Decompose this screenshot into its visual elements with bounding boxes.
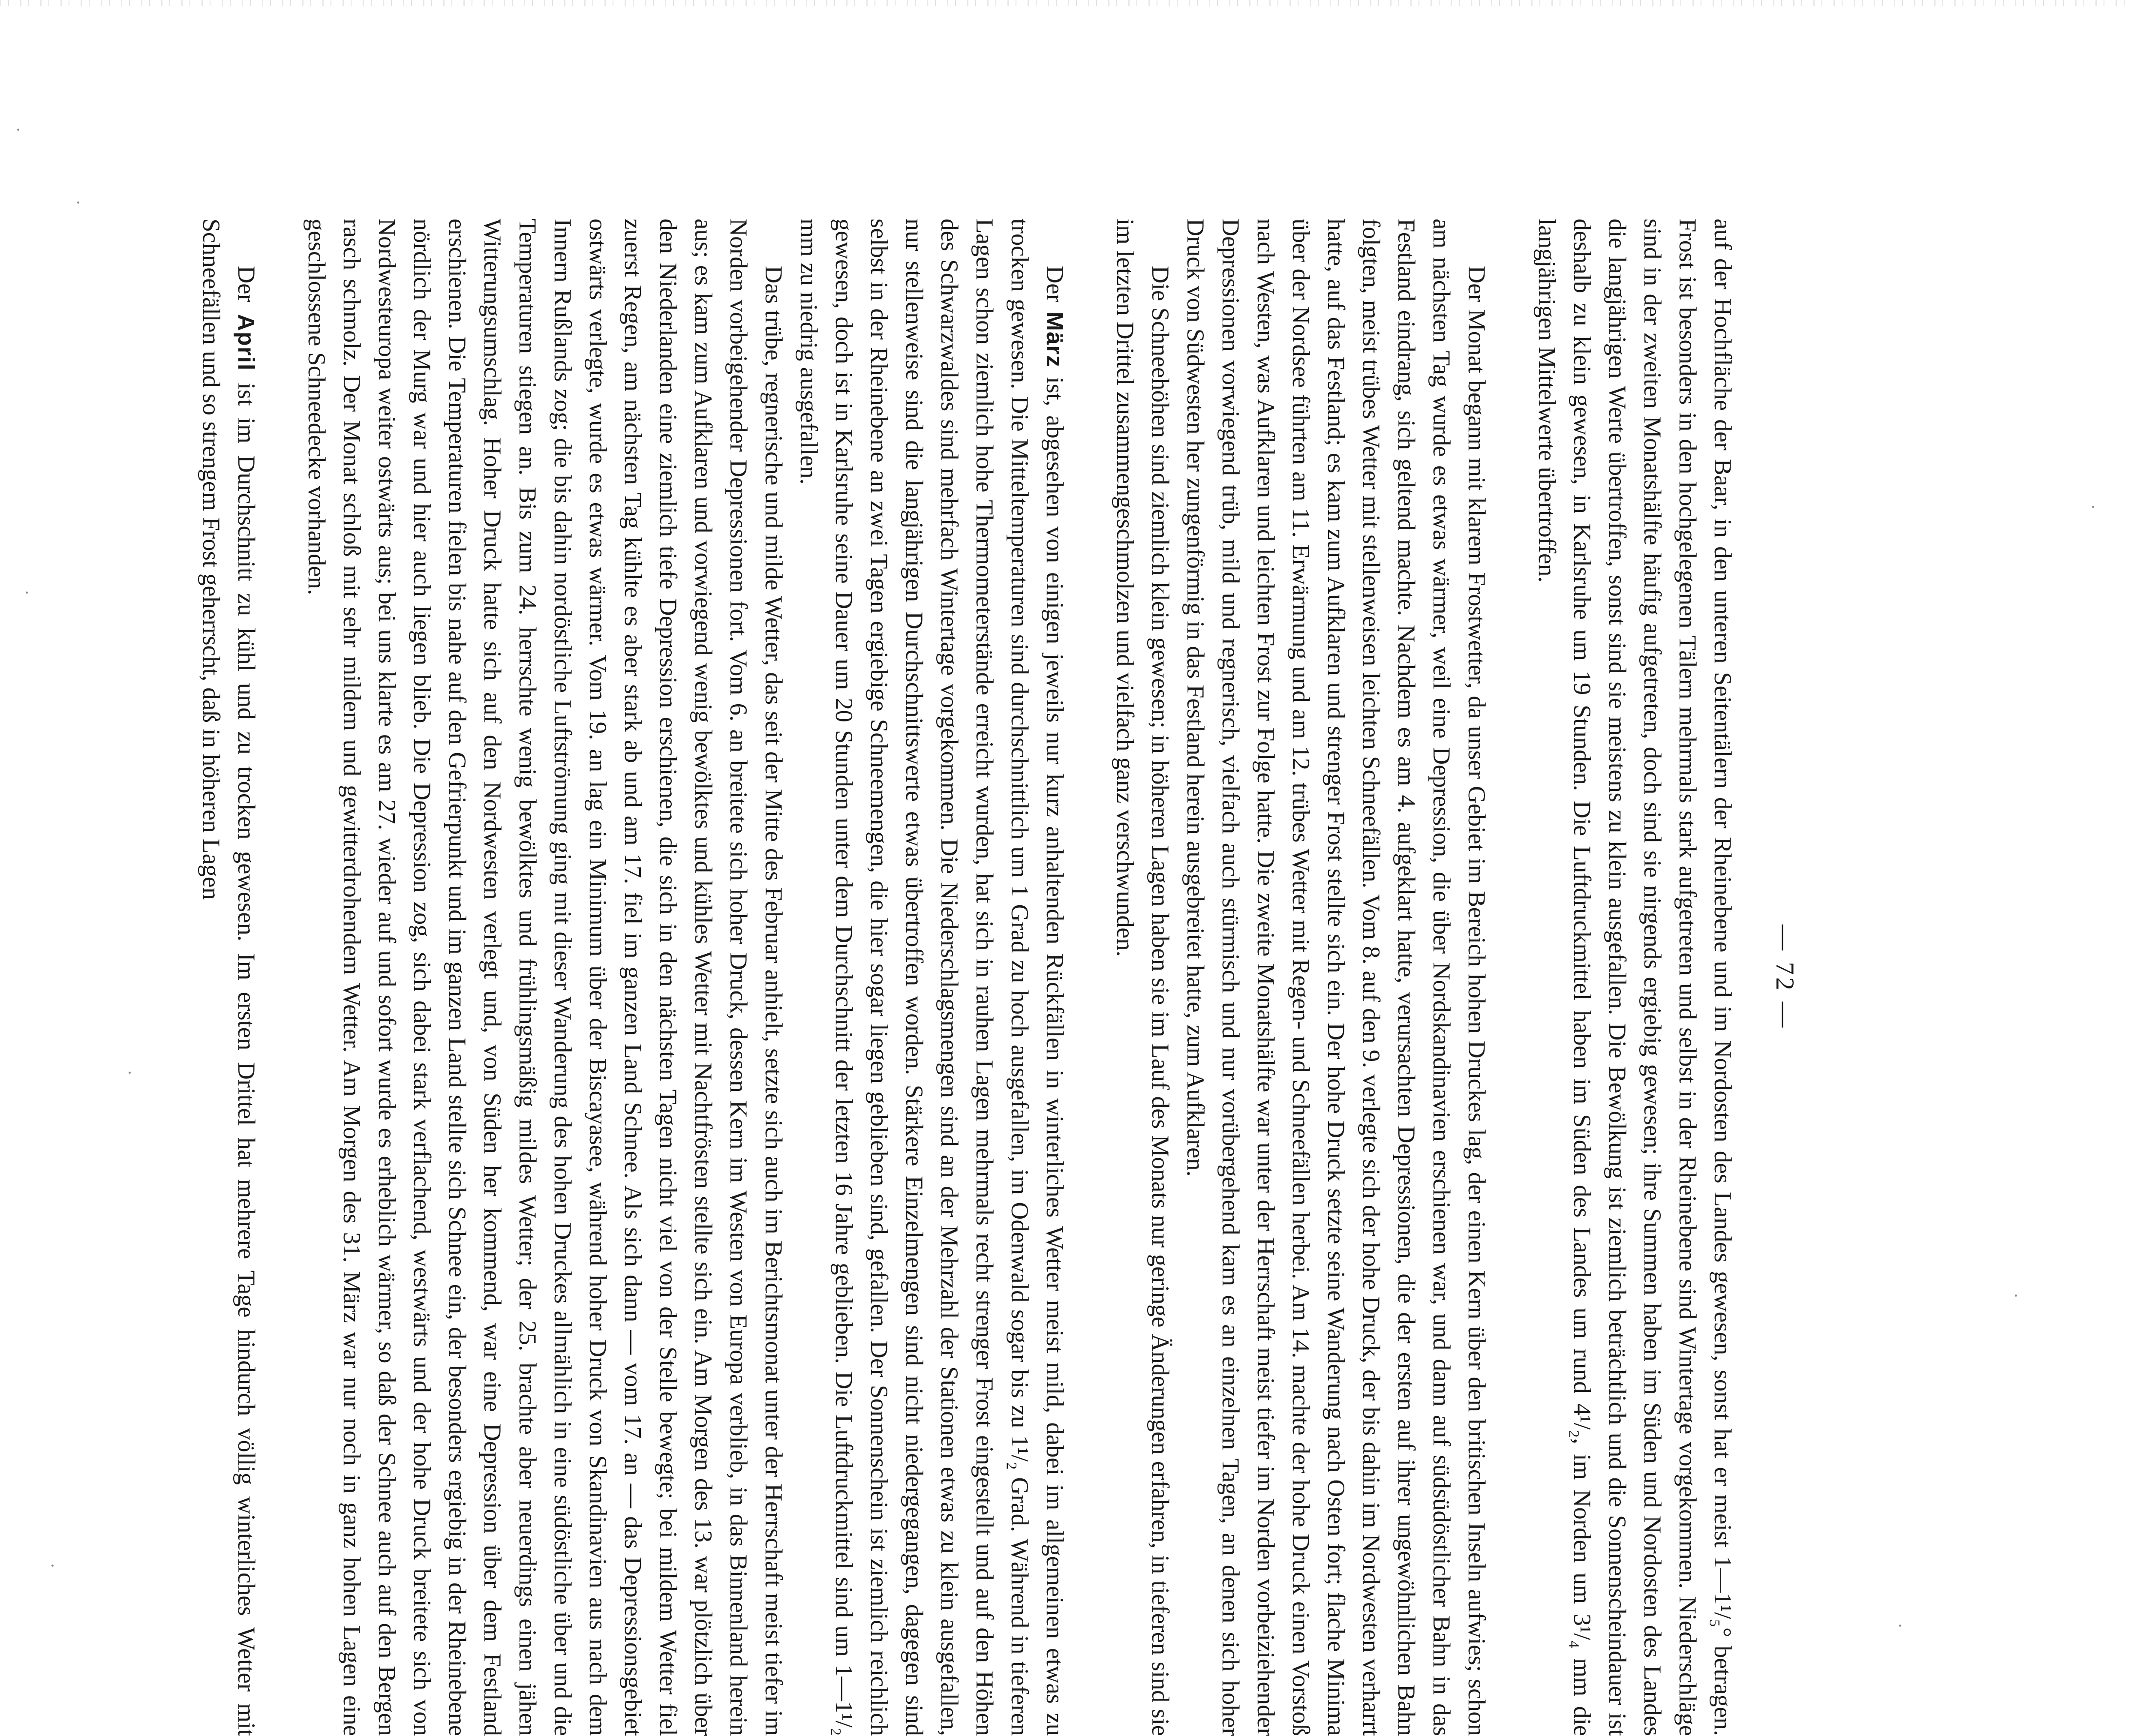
spacer xyxy=(1072,219,1107,1736)
scan-speck xyxy=(26,592,28,594)
month-heading-april: April xyxy=(233,314,259,371)
scan-edge-noise xyxy=(0,0,2134,6)
paragraph-february-summary: auf der Hochfläche der Baar, in den unteren Seitentälern der Rheinebene und im Nordosten des Landes gewesen, sonst hat er meist 1—1¹/₅° betragen. Frost ist besonders in den hochgelegenen Tälern mehrmals stark aufgetreten und selbst in der Rheinebene sind Wintertage vorgekommen. Niederschläge sind in der zweiten Monatshälfte häufig aufgetreten, doch sind sie nirgends ergiebig gewesen; ihre Summen haben im Süden und Nordosten des Landes die langjährigen Werte übertroffen, sonst sind sie meistens zu klein ausgefallen. Die Bewölkung ist ziemlich beträchtlich und die Sonnenscheindauer ist deshalb zu klein gewesen, in Karlsruhe um 19 Stunden. Die Luftdruckmittel haben im Süden des Landes um rund 4¹/₂, im Norden um 3¹/₄ mm die langjährigen Mittelwerte übertroffen. xyxy=(1533,219,1736,1736)
paragraph-february-course: Der Monat begann mit klarem Frostwetter, da unser Gebiet im Bereich hohen Druckes lag, der einen Kern über den britischen Inseln aufwies; schon am nächsten Tag wurde es etwas wärmer, weil eine Depression, die über Nordskandinavien erschienen war, und dann auf südsüdöstlicher Bahn in das Festland eindrang, sich geltend machte. Nachdem es am 4. aufgeklart hatte, verursachten Depressionen, die der ersten auf ihrer ungewöhnlichen Bahn folgten, meist trübes Wetter mit stellenweisen leichten Schneefällen. Vom 8. auf den 9. verlegte sich der hohe Druck, der bis dahin im Nordwesten verharrt hatte, auf das Festland; es kam zum Aufklaren und strenger Frost stellte sich ein. Der hohe Druck setzte seine Wanderung nach Osten fort; flache Minima über der Nordsee führten am 11. Erwärmung und am 12. trübes Wetter mit Regen- und Schneefällen herbei. Am 14. machte der hohe Druck einen Vorstoß nach Westen, was Aufklaren und leichten Frost zur Folge hatte. Die zweite Monatshälfte war unter der Herrschaft meist tiefer im Norden vorbeiziehender Depressionen vorwiegend trüb, mild und regnerisch, vielfach auch stürmisch und nur vorübergehend kam es an einzelnen Tagen, an denen sich hoher Druck von Südwesten her zungenförmig in das Festland herein ausgebreitet hatte, zum Aufklaren. xyxy=(1182,219,1490,1736)
paragraph-march-summary xyxy=(791,219,1072,1736)
scan-speck xyxy=(17,129,19,131)
scan-speck xyxy=(129,1072,131,1074)
paragraph-april-summary xyxy=(193,219,264,1736)
scan-speck xyxy=(51,1565,54,1567)
paragraph-body: ist im Durchschnitt zu kühl und zu trocken gewesen. Im ersten Drittel hat mehrere Tage hindurch völlig winterliches Wetter mit Schneefällen und so strengem Frost geherrscht, daß in höheren Lagen xyxy=(198,219,260,1736)
spacer xyxy=(264,219,299,1736)
paragraph-lead: Der xyxy=(1041,266,1068,312)
scan-speck xyxy=(1899,1625,1901,1627)
paragraph-march-course: Das trübe, regnerische und milde Wetter, das seit der Mitte des Februar anhielt, setzte sich auch im Berichtsmonat unter der Herrschaft meist tiefer im Norden vorbeigehender Depressionen fort. Vom 6. an breitete sich hoher Druck, dessen Kern im Westen von Europa verblieb, in das Binnenland herein aus; es kam zum Aufklaren und vorwiegend wenig bewölktes und kühles Wetter mit Nachtfrösten stellte sich ein. Am Morgen des 13. war plötzlich über den Niederlanden eine ziemlich tiefe Depression erschienen, die sich in den nächsten Tagen nicht viel von der Stelle bewegte; bei mildem Wetter fiel zuerst Regen, am nächsten Tag kühlte es aber stark ab und am 17. fiel im ganzen Land Schnee. Als sich dann — vom 17. an — das Depressionsgebiet ostwärts verlegte, wurde es etwas wärmer. Vom 19. an lag ein Minimum über der Biscayasee, während hoher Druck von Skandinavien aus nach dem Innern Rußlands zog; die bis dahin nordöstliche Luftströmung ging mit dieser Wanderung des hohen Druckes allmählich in eine südöstliche über und die Temperaturen stiegen an. Bis zum 24. herrschte wenig bewölktes und frühlingsmäßig mildes Wetter; der 25. brachte aber neuerdings einen jähen Witterungsumschlag. Hoher Druck hatte sich auf den Nordwesten verlegt und, von Süden her kommend, war eine Depression über dem Festland erschienen. Die Temperaturen fielen bis nahe auf den Gefrierpunkt und im ganzen Land stellte sich Schnee ein, der besonders ergiebig in der Rheinebene nördlich der Murg war und hier auch liegen blieb. Die Depression zog, sich dabei stark verflachend, westwärts und der hohe Druck breitete sich von Nordwesteuropa weiter ostwärts aus; bei uns klarte es am 27. wieder auf und sofort wurde es erheblich wärmer, so daß der Schnee auch auf den Bergen rasch schmolz. Der Monat schloß mit sehr mildem und gewitterdrohendem Wetter. Am Morgen des 31. März war nur noch in ganz hohen Lagen eine geschlossene Schneedecke vorhanden. xyxy=(303,219,787,1736)
spacer xyxy=(1494,219,1529,1736)
page-number: — 72 — xyxy=(1771,925,1799,1030)
rotated-text-block xyxy=(198,219,1804,1736)
paragraph-snow-depths: Die Schneehöhen sind ziemlich klein gewesen; in höheren Lagen haben sie im Lauf des Monats nur geringe Änderungen erfahren, in tieferen sind sie im letzten Drittel zusammengeschmolzen und vielfach ganz verschwunden. xyxy=(1112,219,1174,1736)
paragraph-lead: Der xyxy=(233,266,260,314)
scan-speck xyxy=(2015,1294,2017,1297)
month-heading-march: März xyxy=(1042,311,1067,368)
scan-speck xyxy=(77,201,79,204)
scan-speck xyxy=(2092,506,2094,508)
paragraph-body: ist, abgesehen von einigen jeweils nur kurz anhaltenden Rückfällen in winterliches Wetter meist mild, dabei im allgemeinen etwas zu trocken gewesen. Die Mitteltemperaturen sind durchschnittlich um 1 Grad zu hoch ausgefallen, im Odenwald sogar bis zu 1¹/₂ Grad. Während in tieferen Lagen schon ziemlich hohe Thermometerstände erreicht wurden, hat sich in rauhen Lagen mehrmals recht strenger Frost eingestellt und auf den Höhen des Schwarzwaldes sind mehrfach Wintertage vorgekommen. Die Niederschlagsmengen sind an der Mehrzahl der Stationen etwas zu klein ausgefallen, nur stellenweise sind die langjährigen Durchschnittswerte etwas übertroffen worden. Stärkere Einzelmengen sind nicht niedergegangen, dagegen sind selbst in der Rheinebene an zwei Tagen ergiebige Schneemengen, die hier sogar liegen geblieben sind, gefallen. Der Sonnenschein ist ziemlich reichlich gewesen, doch ist in Karlsruhe seine Dauer um 20 Stunden unter dem Durchschnitt der letzten 16 Jahre geblieben. Die Luftdruckmittel sind um 1—1¹/₂ mm zu niedrig ausgefallen. xyxy=(795,219,1068,1736)
